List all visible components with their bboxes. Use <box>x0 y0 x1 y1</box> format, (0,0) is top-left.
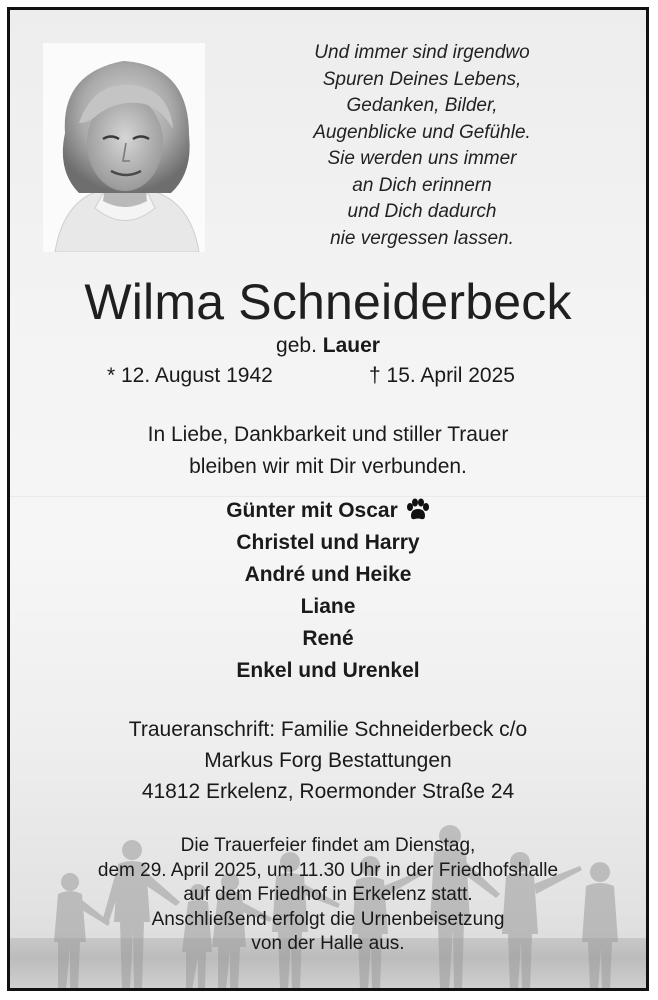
deceased-name: Wilma Schneiderbeck <box>84 274 572 330</box>
mourner-entry <box>10 495 646 527</box>
poem-line: Sie werden uns immer <box>327 148 517 169</box>
ceremony-line: Die Trauerfeier findet am Dienstag, <box>180 835 476 856</box>
address-line: Markus Forg Bestattungen <box>204 749 452 772</box>
tribute-text <box>10 419 646 483</box>
tribute-line: In Liebe, Dankbarkeit und stiller Trauer <box>147 423 509 446</box>
mourner-entry: Christel und Harry <box>236 531 420 554</box>
birth-date: * 12. August 1942 <box>107 364 273 387</box>
poem-line: und Dich dadurch <box>347 201 497 222</box>
mourner-entry: Enkel und Urenkel <box>236 659 420 682</box>
obituary-notice <box>7 7 649 991</box>
poem-line: Und immer sind irgendwo <box>314 42 530 63</box>
portrait-photo <box>43 43 205 252</box>
poem-line: Gedanken, Bilder, <box>346 95 498 116</box>
born-prefix: geb. <box>276 334 317 357</box>
address-line: 41812 Erkelenz, Roermonder Straße 24 <box>141 780 515 803</box>
maiden-name-line <box>10 332 646 360</box>
mourner-entry: René <box>302 627 354 650</box>
ceremony-line: von der Halle aus. <box>251 933 405 954</box>
mourners-list <box>10 495 646 687</box>
ceremony-line: dem 29. April 2025, um 11.30 Uhr in der Friedhofshalle <box>97 859 559 881</box>
mourner-entry: Liane <box>300 595 356 618</box>
poem-line: Augenblicke und Gefühle. <box>313 121 531 143</box>
maiden-name: Lauer <box>322 334 380 357</box>
funeral-details <box>10 834 646 957</box>
address-line: Traueranschrift: Familie Schneiderbeck c/o <box>128 718 528 741</box>
ceremony-line: auf dem Friedhof in Erkelenz statt. <box>183 884 473 905</box>
memorial-poem <box>242 40 602 252</box>
tribute-line: bleiben wir mit Dir verbunden. <box>189 455 467 478</box>
mourner-entry: André und Heike <box>244 563 412 586</box>
poem-line: Spuren Deines Lebens, <box>322 68 522 90</box>
death-date: † 15. April 2025 <box>369 364 515 387</box>
ceremony-line: Anschließend erfolgt die Urnenbeisetzung <box>151 908 505 930</box>
poem-line: nie vergessen lassen. <box>330 227 514 249</box>
mourner-name: Günter mit Oscar <box>226 499 398 522</box>
paw-icon <box>404 498 430 522</box>
poem-line: an Dich erinnern <box>352 174 492 196</box>
mourning-address <box>10 714 646 807</box>
